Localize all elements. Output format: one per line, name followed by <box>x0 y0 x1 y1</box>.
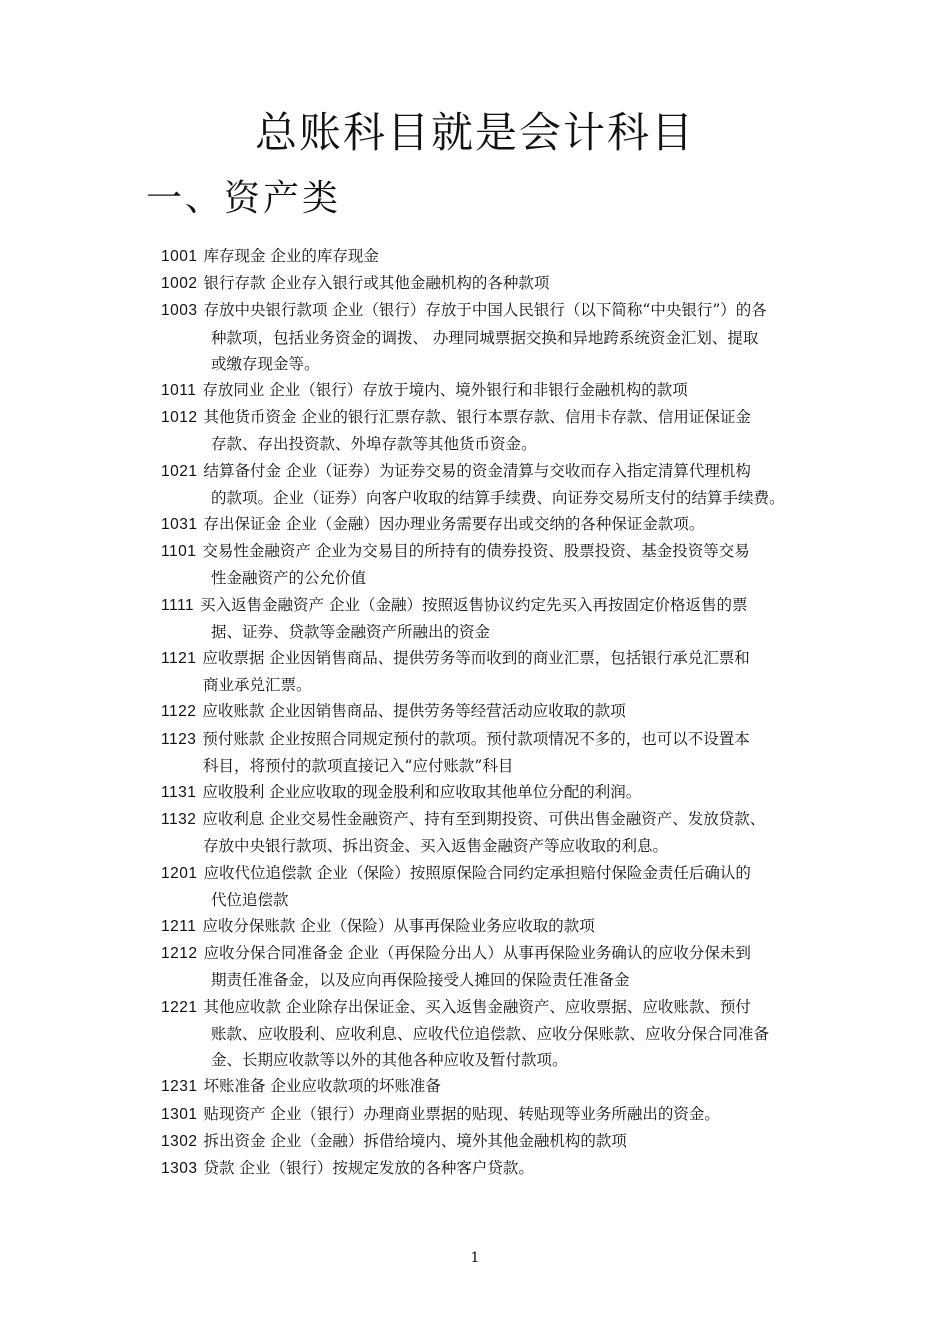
account-entry-first-line <box>161 940 817 967</box>
account-entry <box>161 511 817 538</box>
account-entry <box>161 940 817 993</box>
account-description-continued: 性金融资产的公允价值 <box>211 569 367 588</box>
account-entry-first-line <box>161 270 817 297</box>
account-code: 1031 <box>161 516 198 534</box>
account-description: 存放同业 企业（银行）存放于境内、境外银行和非银行金融机构的款项 <box>202 381 688 400</box>
account-entry-first-line <box>161 994 817 1021</box>
account-code: 1101 <box>161 543 197 561</box>
account-description: 存出保证金 企业（金融）因办理业务需要存出或交纳的各种保证金款项。 <box>203 515 705 534</box>
account-entry-first-line <box>161 458 817 485</box>
account-entry <box>161 1155 817 1182</box>
account-entry <box>161 806 817 859</box>
account-entry <box>161 592 817 645</box>
account-entry-first-line <box>161 645 817 672</box>
account-entry-first-line <box>161 860 817 887</box>
account-code: 1012 <box>161 409 198 427</box>
account-entry-first-line <box>161 538 817 565</box>
account-description-continued: 代位追偿款 <box>211 890 289 909</box>
account-code: 1011 <box>161 382 197 400</box>
account-code: 1122 <box>161 703 197 721</box>
account-description: 交易性金融资产 企业为交易目的所持有的债券投资、股票投资、基金投资等交易 <box>202 542 750 561</box>
account-entry-first-line <box>161 1155 817 1182</box>
account-entry-first-line <box>161 726 817 753</box>
account-entry <box>161 538 817 591</box>
account-description: 应收分保账款 企业（保险）从事再保险业务应收取的款项 <box>202 917 595 936</box>
account-entry-first-line <box>161 806 817 833</box>
account-code: 1231 <box>161 1078 198 1096</box>
account-description: 应收代位追偿款 企业（保险）按照原保险合同约定承担赔付保险金责任后确认的 <box>203 863 751 882</box>
account-code: 1131 <box>161 784 197 802</box>
account-description: 结算备付金 企业（证券）为证券交易的资金清算与交收而存入指定清算代理机构 <box>203 461 751 480</box>
account-entry <box>161 1128 817 1155</box>
account-entry-first-line <box>161 511 817 538</box>
account-description: 拆出资金 企业（金融）拆借给境内、境外其他金融机构的款项 <box>203 1131 627 1150</box>
account-entry <box>161 297 817 377</box>
account-entry <box>161 377 817 404</box>
account-description: 应收票据 企业因销售商品、提供劳务等而收到的商业汇票，包括银行承兑汇票和 <box>202 649 750 668</box>
account-entry <box>161 1073 817 1100</box>
account-description-continued: 存放中央银行款项、拆出资金、买入返售金融资产等应收取的利息。 <box>203 837 669 856</box>
account-entry-first-line <box>161 698 817 725</box>
account-entry-first-line <box>161 243 817 270</box>
account-entry-first-line <box>161 1073 817 1100</box>
account-entry <box>161 994 817 1074</box>
account-code: 1302 <box>161 1132 198 1150</box>
account-description: 预付账款 企业按照合同规定预付的款项。预付款项情况不多的，也可以不设置本 <box>202 729 750 748</box>
account-entry-first-line <box>161 377 817 404</box>
account-description-continued: 的款项。企业（证券）向客户收取的结算手续费、向证券交易所支付的结算手续费。 <box>211 488 785 507</box>
account-description: 其他货币资金 企业的银行汇票存款、银行本票存款、信用卡存款、信用证保证金 <box>203 408 751 427</box>
account-entry <box>161 645 817 698</box>
account-description: 应收账款 企业因销售商品、提供劳务等经营活动应收取的款项 <box>202 702 626 721</box>
account-description-continued: 种款项，包括业务资金的调拨、 办理同城票据交换和异地跨系统资金汇划、提取 <box>211 328 759 347</box>
account-code: 1211 <box>161 918 197 936</box>
account-description-continued: 科目，将预付的款项直接记入“应付账款”科目 <box>203 756 514 775</box>
account-description: 买入返售金融资产 企业（金融）按照返售协议约定先买入再按固定价格返售的票 <box>200 595 748 614</box>
account-description-continued: 据、证券、贷款等金融资产所融出的资金 <box>211 622 491 641</box>
account-entry <box>161 913 817 940</box>
account-entry <box>161 1101 817 1128</box>
account-entry-first-line <box>161 592 817 619</box>
account-description-continued: 或缴存现金等。 <box>211 354 320 373</box>
account-code: 1121 <box>161 650 197 668</box>
account-entry-first-line <box>161 404 817 431</box>
account-description-continued: 期责任准备金，以及应向再保险接受人摊回的保险责任准备金 <box>211 971 630 990</box>
account-description: 库存现金 企业的库存现金 <box>203 247 379 265</box>
account-description: 其他应收款 企业除存出保证金、买入返售金融资产、应收票据、应收账款、预付 <box>203 997 751 1016</box>
account-code: 1221 <box>161 998 198 1016</box>
account-entry-first-line <box>161 779 817 806</box>
account-entry <box>161 458 817 511</box>
account-code: 1132 <box>161 811 197 829</box>
account-description: 贷款 企业（银行）按规定发放的各种客户贷款。 <box>203 1158 534 1177</box>
account-entry-first-line <box>161 913 817 940</box>
account-code: 1201 <box>161 864 198 882</box>
account-entry <box>161 404 817 457</box>
account-code: 1123 <box>161 730 197 748</box>
account-code: 1301 <box>161 1105 198 1123</box>
account-description: 应收分保合同准备金 企业（再保险分出人）从事再保险业务确认的应收分保未到 <box>203 944 751 963</box>
account-description: 应收利息 企业交易性金融资产、持有至到期投资、可供出售金融资产、发放贷款、 <box>202 810 766 829</box>
account-code: 1002 <box>161 275 198 293</box>
account-code: 1003 <box>161 302 198 320</box>
account-description-continued: 账款、应收股利、应收利息、应收代位追偿款、应收分保账款、应收分保合同准备 <box>211 1024 770 1043</box>
account-entry <box>161 698 817 725</box>
account-description-continued: 存款、存出投资款、外埠存款等其他货币资金。 <box>211 435 537 454</box>
account-code: 1021 <box>161 462 198 480</box>
account-description: 贴现资产 企业（银行）办理商业票据的贴现、转贴现等业务所融出的资金。 <box>203 1104 720 1123</box>
account-entry <box>161 270 817 297</box>
page-number: 1 <box>470 1250 480 1266</box>
page-title: 总账科目就是会计科目 <box>254 108 695 157</box>
account-description-continued: 金、长期应收款等以外的其他各种应收及暂付款项。 <box>211 1051 568 1070</box>
section-heading: 一、资产类 <box>146 178 342 219</box>
account-description: 应收股利 企业应收取的现金股利和应收取其他单位分配的利润。 <box>202 783 642 802</box>
account-code: 1303 <box>161 1159 198 1177</box>
account-entry-first-line <box>161 1128 817 1155</box>
account-description: 存放中央银行款项 企业（银行）存放于中国人民银行（以下简称“中央银行”）的各 <box>203 301 767 320</box>
account-code: 1001 <box>161 248 198 265</box>
account-list <box>161 243 817 1182</box>
account-entry-first-line <box>161 297 817 324</box>
account-entry <box>161 726 817 779</box>
account-entry <box>161 243 817 270</box>
account-description: 银行存款 企业存入银行或其他金融机构的各种款项 <box>203 274 550 293</box>
account-description-continued: 商业承兑汇票。 <box>203 676 312 695</box>
account-code: 1212 <box>161 945 198 963</box>
account-entry <box>161 779 817 806</box>
account-entry-first-line <box>161 1101 817 1128</box>
account-entry <box>161 860 817 913</box>
account-description: 坏账准备 企业应收款项的坏账准备 <box>203 1077 441 1096</box>
account-code: 1111 <box>161 596 195 614</box>
